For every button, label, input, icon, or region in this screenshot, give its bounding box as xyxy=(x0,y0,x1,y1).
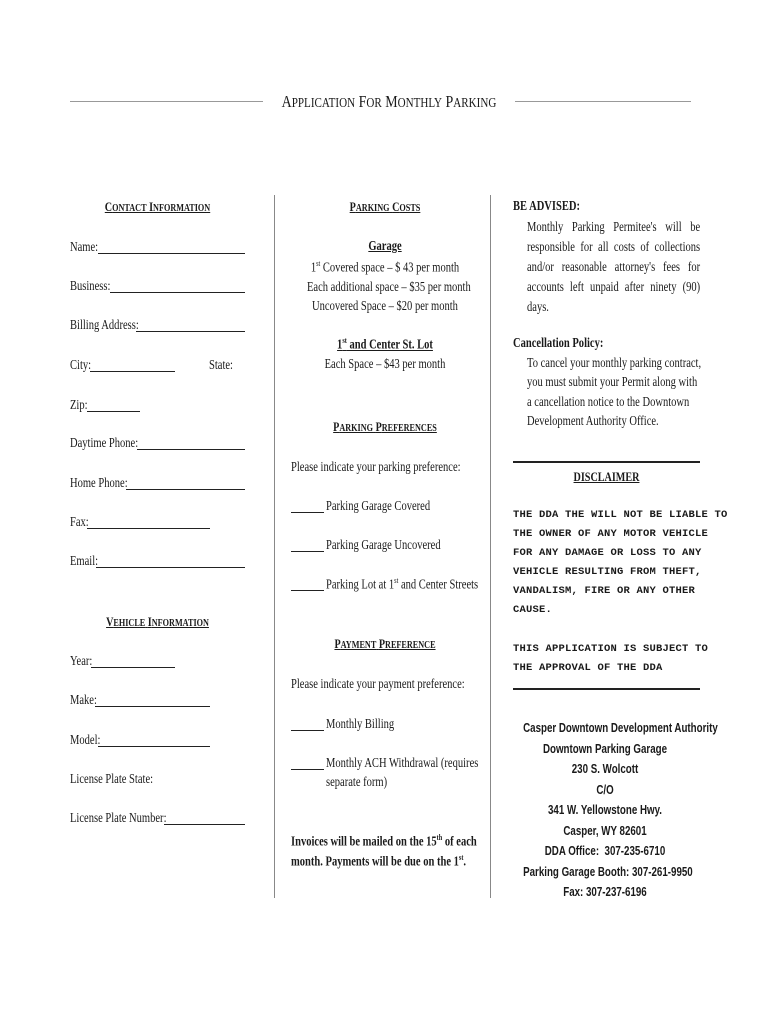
address-line-8: Parking Garage Booth: 307-261-9950 xyxy=(523,864,693,879)
disclaimer-rule-top xyxy=(513,461,700,463)
address-line-5: 341 W. Yellowstone Hwy. xyxy=(548,803,662,817)
vehicle-header-text xyxy=(106,614,209,629)
address-line-1: Casper Downtown Development Authority xyxy=(523,721,718,735)
cancellation-header: Cancellation Policy: xyxy=(513,335,604,350)
email-label: Email: xyxy=(70,553,99,568)
plate-number-field[interactable] xyxy=(164,824,245,825)
small-caps-rest: NFORMATION xyxy=(151,618,209,629)
pay-blank-2[interactable] xyxy=(291,769,324,770)
page-title-text xyxy=(282,92,497,111)
cancellation-line-2: you must submit your Permit along with xyxy=(527,374,698,389)
small-caps-initial: I xyxy=(147,614,152,629)
payment-section xyxy=(285,636,485,652)
address-line-9: Fax: 307-237-6196 xyxy=(563,885,647,899)
small-caps-initial: P xyxy=(378,636,386,651)
small-caps-initial: A xyxy=(281,92,292,111)
garage-line-3: Uncovered Space – $20 per month xyxy=(312,297,458,313)
preferences-prompt: Please indicate your parking preference: xyxy=(291,459,461,474)
name-label: Name: xyxy=(70,239,99,254)
daytime-phone-label: Daytime Phone: xyxy=(70,435,139,450)
year-label: Year: xyxy=(70,653,93,668)
small-caps-rest: REFERENCES xyxy=(381,423,437,434)
zip-field[interactable] xyxy=(87,411,140,412)
model-label: Model: xyxy=(70,732,101,747)
city-label: City: xyxy=(70,357,92,372)
year-field[interactable] xyxy=(91,667,175,668)
garage-line-1: 1st Covered space – $ 43 per month xyxy=(310,259,460,275)
home-phone-field[interactable] xyxy=(126,489,245,490)
plate-state-label: License Plate State: xyxy=(70,771,154,786)
disclaimer-rule-bottom xyxy=(513,688,700,690)
home-phone-label: Home Phone: xyxy=(70,475,128,490)
disclaimer-line-2: THE OWNER OF ANY MOTOR VEHICLE xyxy=(513,528,709,540)
column-divider-left xyxy=(274,195,275,898)
pay-option-1: Monthly Billing xyxy=(326,716,395,731)
contact-section xyxy=(70,199,245,215)
small-caps-initial: I xyxy=(149,199,154,214)
small-caps-rest: OR xyxy=(366,95,382,110)
pref-blank-1[interactable] xyxy=(291,512,324,513)
preferences-header-text xyxy=(333,419,437,434)
lot-title: 1st and Center St. Lot xyxy=(337,336,433,352)
costs-header-text xyxy=(350,199,421,214)
small-caps-initial: C xyxy=(104,199,113,214)
address-line-2: Downtown Parking Garage xyxy=(542,741,668,756)
fax-field[interactable] xyxy=(87,528,210,529)
billing-address-field[interactable] xyxy=(136,331,245,332)
zip-label: Zip: xyxy=(70,397,88,412)
advised-line-2: responsible for all costs of collections xyxy=(527,239,701,254)
disclaimer-line-5: VANDALISM, FIRE OR ANY OTHER xyxy=(513,585,696,597)
pref-option-1: Parking Garage Covered xyxy=(326,498,431,513)
pref-option-3: Parking Lot at 1st and Center Streets xyxy=(326,576,479,592)
preferences-section xyxy=(285,419,485,435)
small-caps-initial: P xyxy=(375,419,382,434)
invoice-line-1: Invoices will be mailed on the 15th of each xyxy=(291,833,477,849)
small-caps-rest: ARKING xyxy=(339,423,374,434)
garage-block xyxy=(285,238,485,314)
disclaimer-line-3: FOR ANY DAMAGE OR LOSS TO ANY xyxy=(513,547,702,559)
address-block xyxy=(500,718,718,903)
billing-address-label: Billing Address: xyxy=(70,317,139,332)
small-caps-rest: ARKING xyxy=(453,95,497,110)
payment-prompt: Please indicate your payment preference: xyxy=(291,676,465,691)
small-caps-rest: NFORMATION xyxy=(153,203,211,214)
email-field[interactable] xyxy=(96,567,245,568)
lot-line-1: Each Space – $43 per month xyxy=(324,355,446,371)
address-line-3: 230 S. Wolcott xyxy=(571,762,639,776)
disclaimer-header: DISCLAIMER xyxy=(573,469,640,484)
pay-option-2b: separate form) xyxy=(326,774,388,789)
small-caps-rest: OSTS xyxy=(399,203,421,214)
daytime-phone-field[interactable] xyxy=(137,449,245,450)
garage-line-2: Each additional space – $35 per month xyxy=(307,278,471,294)
advised-line-5: days. xyxy=(527,299,549,314)
payment-header xyxy=(307,636,463,652)
business-field[interactable] xyxy=(110,292,245,293)
pay-blank-1[interactable] xyxy=(291,730,324,731)
small-caps-initial: F xyxy=(358,92,367,111)
pref-blank-3[interactable] xyxy=(291,590,324,591)
pay-option-2a: Monthly ACH Withdrawal (requires xyxy=(326,755,479,770)
small-caps-rest: EHICLE xyxy=(113,618,146,629)
garage-title: Garage xyxy=(368,238,402,253)
invoice-line-2: month. Payments will be due on the 1st. xyxy=(291,853,467,869)
small-caps-rest: ONTACT xyxy=(112,203,147,214)
cancellation-line-3: a cancellation notice to the Downtown xyxy=(527,394,690,409)
payment-header-text xyxy=(334,636,435,651)
disclaimer-line-1: THE DDA THE WILL NOT BE LIABLE TO xyxy=(513,509,728,521)
small-caps-initial: V xyxy=(106,614,114,629)
page-title xyxy=(259,92,520,112)
make-field[interactable] xyxy=(95,706,210,707)
subject-line-2: THE APPROVAL OF THE DDA xyxy=(513,662,663,674)
advised-line-1: Monthly Parking Permitee's will be xyxy=(527,219,701,234)
small-caps-initial: P xyxy=(333,419,340,434)
disclaimer-line-4: VEHICLE RESULTING FROM THEFT, xyxy=(513,566,702,578)
small-caps-initial: P xyxy=(334,636,341,651)
preferences-header xyxy=(307,419,463,435)
costs-section xyxy=(285,199,485,215)
subject-line-1: THIS APPLICATION IS SUBJECT TO xyxy=(513,643,709,655)
fax-label: Fax: xyxy=(70,514,89,529)
lot-block xyxy=(285,336,485,372)
pref-option-2: Parking Garage Uncovered xyxy=(326,537,441,552)
state-label: State: xyxy=(209,357,233,372)
small-caps-rest: PPLICATION xyxy=(291,95,356,110)
pref-blank-2[interactable] xyxy=(291,551,324,552)
disclaimer-section xyxy=(513,469,700,485)
column-divider-right xyxy=(490,195,491,898)
plate-number-label: License Plate Number: xyxy=(70,810,167,825)
costs-header xyxy=(307,199,463,215)
name-field[interactable] xyxy=(98,253,245,254)
small-caps-rest: REFERENCE xyxy=(385,640,436,651)
vehicle-section xyxy=(70,614,245,630)
address-line-4: C/O xyxy=(596,782,614,797)
disclaimer-line-6: CAUSE. xyxy=(513,604,553,616)
small-caps-rest: ARKING xyxy=(355,203,390,214)
advised-body xyxy=(527,217,700,317)
advised-header: BE ADVISED: xyxy=(513,198,581,213)
small-caps-initial: P xyxy=(349,199,356,214)
small-caps-initial: C xyxy=(392,199,400,214)
business-label: Business: xyxy=(70,278,111,293)
model-field[interactable] xyxy=(98,746,210,747)
vehicle-header xyxy=(89,614,226,630)
address-line-6: Casper, WY 82601 xyxy=(563,823,647,838)
small-caps-rest: ONTHLY xyxy=(397,95,443,110)
city-field[interactable] xyxy=(90,371,175,372)
small-caps-rest: AYMENT xyxy=(340,640,377,651)
contact-header-text xyxy=(105,199,210,214)
small-caps-initial: P xyxy=(445,92,454,111)
make-label: Make: xyxy=(70,692,97,707)
contact-header xyxy=(89,199,226,215)
page-title-wrap xyxy=(230,92,548,112)
advised-line-4: accounts left unpaid after ninety (90) xyxy=(527,279,701,294)
advised-line-3: and/or reasonable attorney's fees for xyxy=(527,259,701,274)
address-line-7: DDA Office: 307-235-6710 xyxy=(544,844,666,858)
small-caps-initial: M xyxy=(385,92,398,111)
cancellation-line-4: Development Authority Office. xyxy=(527,413,659,428)
cancellation-line-1: To cancel your monthly parking contract, xyxy=(527,355,702,370)
